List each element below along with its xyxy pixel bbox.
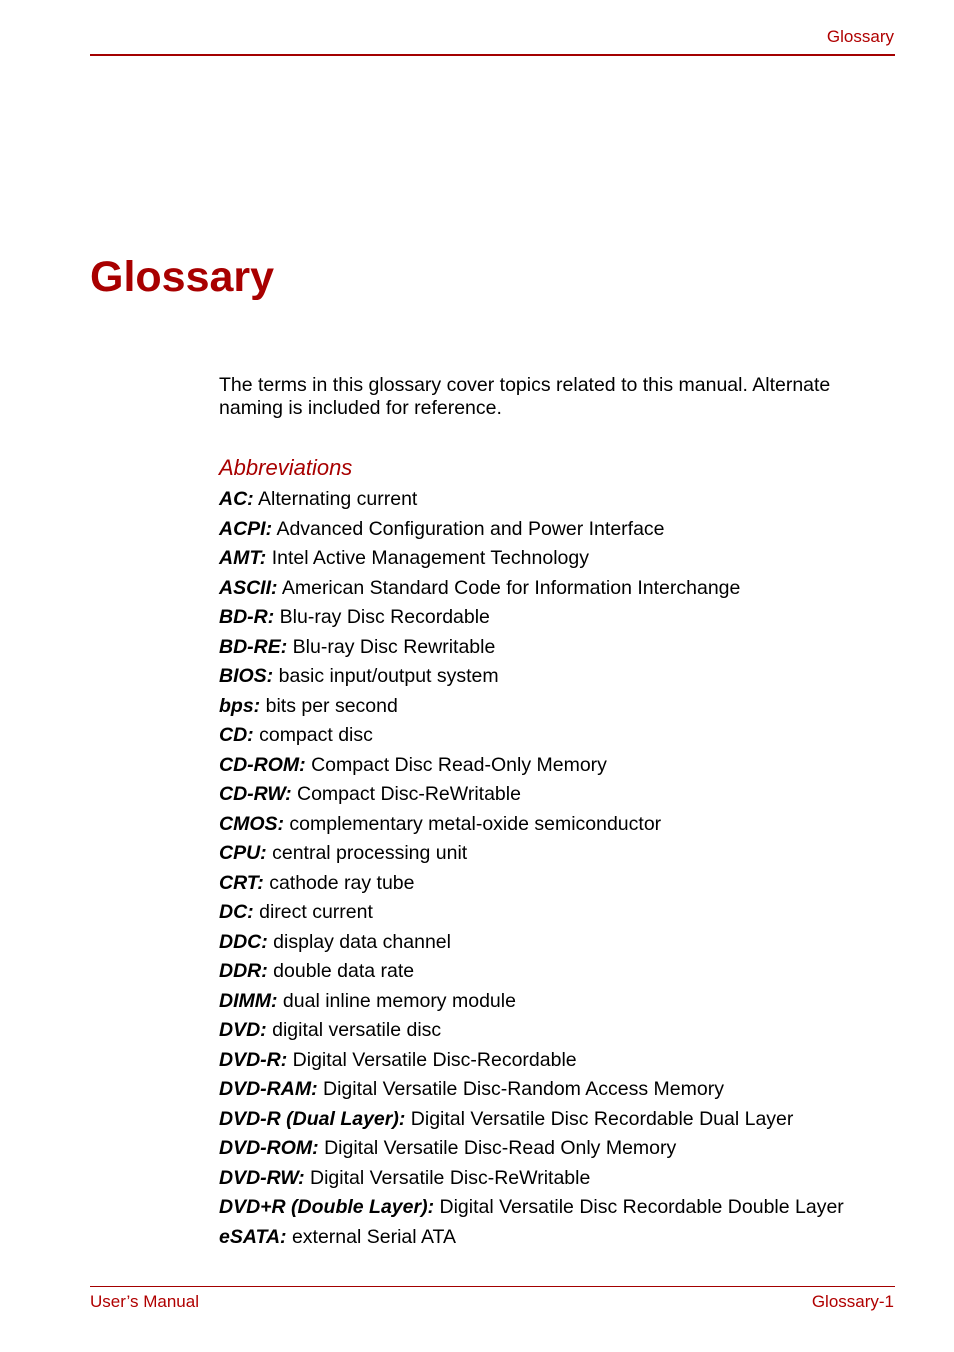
abbreviation-entry [219, 692, 879, 722]
abbreviation-definition: Digital Versatile Disc-Read Only Memory [324, 1137, 677, 1159]
abbreviation-term: CPU: [219, 842, 267, 864]
abbreviation-definition: complementary metal-oxide semiconductor [289, 812, 662, 835]
abbreviation-definition: bits per second [265, 694, 398, 717]
abbreviation-entry [219, 780, 879, 810]
abbreviation-definition: basic input/output system [278, 665, 499, 687]
footer-rule [90, 1286, 895, 1287]
abbreviation-entry [219, 1164, 879, 1194]
abbreviation-entry [219, 574, 879, 604]
abbreviation-entry [219, 869, 879, 899]
footer-page-number: Glossary-1 [811, 1292, 894, 1311]
abbreviation-term: DDR: [219, 960, 268, 982]
abbreviation-definition: Digital Versatile Disc-Recordable [292, 1048, 577, 1071]
abbreviation-term: ASCII: [219, 576, 278, 599]
abbreviation-term: ACPI: [219, 517, 273, 540]
abbreviation-definition: American Standard Code for Information Interchange [281, 576, 741, 599]
header-rule [90, 54, 895, 56]
abbreviation-entry [219, 1134, 879, 1164]
abbreviation-list [219, 485, 879, 1252]
abbreviation-entry [219, 1193, 879, 1223]
abbreviation-term: eSATA: [219, 1225, 287, 1248]
abbreviation-term: DVD-R: [219, 1048, 288, 1071]
abbreviation-term: AC: [219, 488, 254, 510]
abbreviation-definition: Advanced Configuration and Power Interface [276, 517, 665, 540]
abbreviation-term: CD: [219, 724, 254, 746]
abbreviation-definition: central processing unit [272, 842, 468, 864]
abbreviation-definition: double data rate [273, 960, 415, 982]
abbreviation-definition: compact disc [259, 724, 373, 746]
page-title: Glossary [90, 253, 275, 301]
abbreviation-term: DVD-RW: [219, 1166, 305, 1189]
abbreviation-entry [219, 751, 879, 781]
abbreviation-definition: Intel Active Management Technology [271, 547, 589, 569]
abbreviation-term: AMT: [219, 547, 267, 569]
abbreviation-definition: Blu-ray Disc Recordable [279, 606, 490, 628]
abbreviation-entry [219, 1046, 879, 1076]
abbreviation-term: DDC: [219, 930, 268, 953]
footer-manual-name: User’s Manual [90, 1292, 199, 1311]
abbreviation-definition: Compact Disc Read-Only Memory [311, 753, 607, 776]
abbreviation-entry [219, 515, 879, 545]
abbreviation-definition: Blu-ray Disc Rewritable [292, 635, 496, 658]
abbreviation-definition: Digital Versatile Disc Recordable Dual Layer [410, 1107, 794, 1130]
abbreviation-term: CMOS: [219, 812, 284, 835]
intro-paragraph: The terms in this glossary cover topics related to this manual. Alternate naming is included for reference. [219, 374, 831, 419]
abbreviation-definition: direct current [259, 901, 373, 923]
abbreviation-entry [219, 485, 879, 515]
abbreviation-entry [219, 662, 879, 692]
abbreviation-entry [219, 928, 879, 958]
abbreviation-term: CD-RW: [219, 783, 292, 805]
abbreviation-entry [219, 898, 879, 928]
abbreviation-entry [219, 544, 879, 574]
abbreviation-term: CRT: [219, 871, 264, 894]
abbreviation-term: DIMM: [219, 989, 278, 1012]
abbreviation-entry [219, 1016, 879, 1046]
abbreviation-term: BD-RE: [219, 635, 288, 658]
abbreviation-entry [219, 1075, 879, 1105]
abbreviation-entry [219, 1223, 879, 1253]
abbreviation-term: DC: [219, 901, 254, 923]
abbreviation-definition: Compact Disc-ReWritable [297, 783, 521, 805]
abbreviation-definition: Alternating current [258, 488, 418, 510]
abbreviation-definition: display data channel [273, 930, 451, 953]
running-header: Glossary [826, 27, 894, 46]
abbreviation-definition: Digital Versatile Disc-Random Access Memory [323, 1078, 724, 1100]
abbreviation-term: CD-ROM: [219, 753, 306, 776]
abbreviation-term: DVD-RAM: [219, 1078, 318, 1100]
glossary-content [219, 374, 879, 1252]
abbreviation-definition: dual inline memory module [282, 989, 516, 1012]
abbreviation-entry [219, 957, 879, 987]
abbreviation-term: DVD-R (Dual Layer): [219, 1107, 406, 1130]
abbreviation-term: DVD: [219, 1019, 267, 1041]
abbreviation-entry [219, 721, 879, 751]
abbreviation-term: BD-R: [219, 606, 275, 628]
abbreviation-entry [219, 1105, 879, 1135]
abbreviation-definition: digital versatile disc [272, 1019, 442, 1041]
abbreviation-term: DVD-ROM: [219, 1137, 319, 1159]
abbreviation-entry [219, 987, 879, 1017]
abbreviation-term: DVD+R (Double Layer): [219, 1196, 435, 1218]
abbreviation-entry [219, 810, 879, 840]
abbreviation-definition: Digital Versatile Disc-ReWritable [310, 1166, 591, 1189]
abbreviation-entry [219, 603, 879, 633]
abbreviation-entry [219, 633, 879, 663]
abbreviation-definition: external Serial ATA [291, 1225, 456, 1248]
abbreviations-heading: Abbreviations [219, 455, 353, 480]
abbreviation-entry [219, 839, 879, 869]
abbreviation-term: bps: [219, 694, 261, 717]
abbreviation-definition: cathode ray tube [269, 871, 415, 894]
abbreviation-definition: Digital Versatile Disc Recordable Double Layer [439, 1196, 844, 1218]
abbreviation-term: BIOS: [219, 665, 274, 687]
